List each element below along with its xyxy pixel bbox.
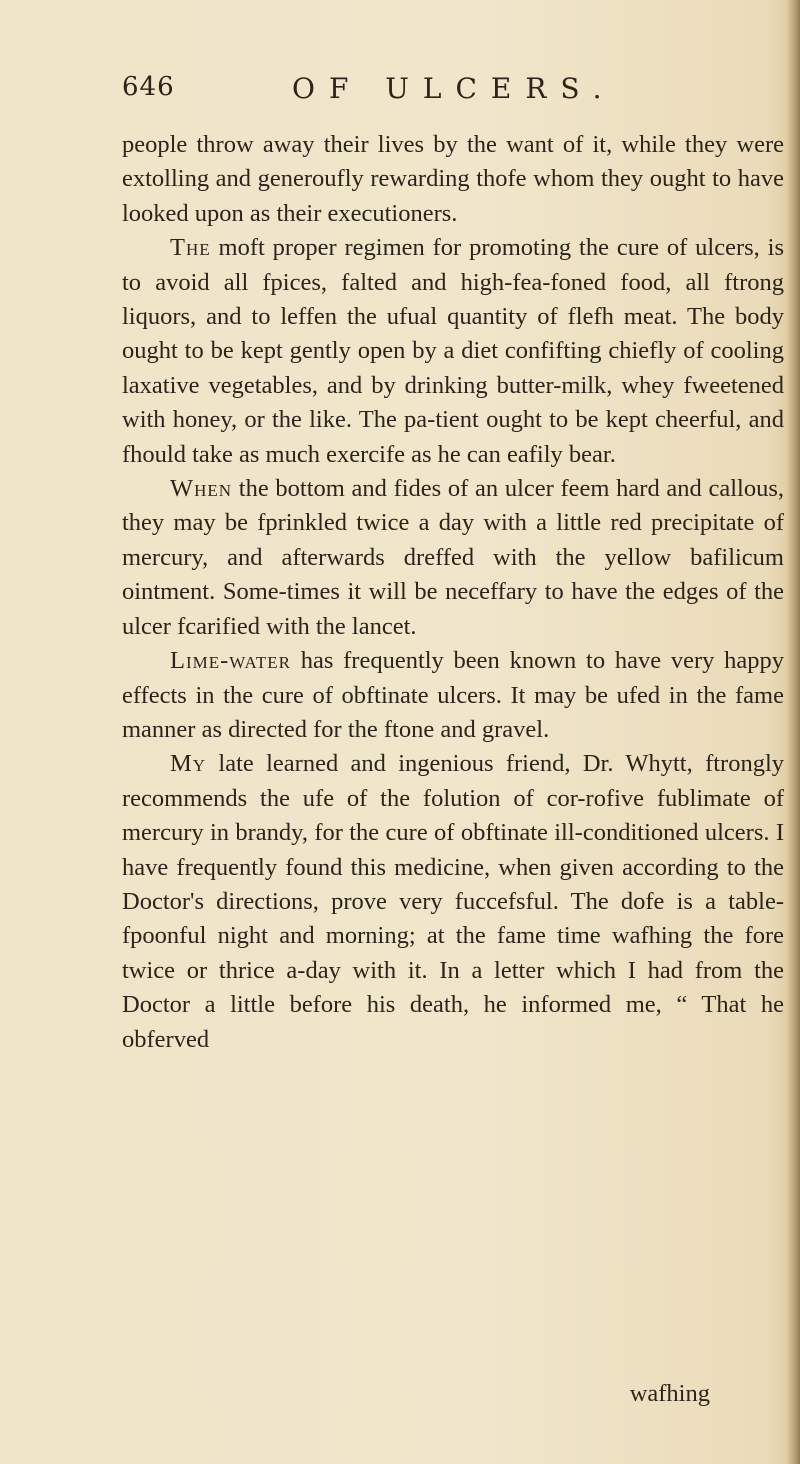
paragraph-text: people throw away their lives by the want of it, while they were extolling and generoufly rewarding thofe whom they ought to have looked upon as their executioners. bbox=[122, 131, 784, 227]
paragraph-continuation bbox=[122, 128, 784, 231]
paragraph-lead: Lime-water bbox=[170, 647, 291, 675]
page-edge-shadow bbox=[786, 0, 800, 1464]
running-head: OF ULCERS. bbox=[292, 72, 616, 105]
paragraph-text: the bottom and fides of an ulcer feem hard and callous, they may be fprinkled twice a day with a little red precipitate of mercury, and afterwards dreffed with the yellow bafilicum ointment. Some-times it will be neceffary to have the edges of the ulcer fcarified with the lancet. bbox=[122, 475, 784, 640]
page-number: 646 bbox=[122, 72, 175, 102]
page-header bbox=[122, 72, 722, 112]
body-text bbox=[122, 128, 784, 1057]
catchword: wafhing bbox=[629, 1380, 710, 1407]
paragraph-lead: My bbox=[170, 750, 207, 778]
paragraph-text: late learned and ingenious friend, Dr. Whytt, ftrongly recommends the ufe of the folution of cor-rofive fublimate of mercury in brandy, for the cure of obftinate ill-conditioned ulcers. I have frequently found this medicine, when given according to the Doctor's directions, prove very fuccefsful. The dofe is a table-fpoonful night and morning; at the fame time wafhing the fore twice or thrice a-day with it. In a letter which I had from the Doctor a little before his death, he informed me, “ That he obferved bbox=[122, 750, 784, 1053]
paragraph-lead: The bbox=[170, 234, 211, 262]
paragraph-regimen bbox=[122, 231, 784, 472]
paragraph-whytt bbox=[122, 747, 784, 1057]
paragraph-callous-ulcer bbox=[122, 472, 784, 644]
paragraph-text: moft proper regimen for promoting the cure of ulcers, is to avoid all fpices, falted and high-fea-foned food, all ftrong liquors, and to leffen the ufual quantity of flefh meat. The body ought to be kept gently open by a diet confifting chiefly of cooling laxative vegetables, and by drinking butter-milk, whey fweetened with honey, or the like. The pa-tient ought to be kept cheerful, and fhould take as much exercife as he can eafily bear. bbox=[122, 234, 784, 468]
paragraph-lead: When bbox=[170, 475, 233, 503]
paragraph-text: has frequently been known to have very happy effects in the cure of obftinate ulcers. It may be ufed in the fame manner as directed for the ftone and gravel. bbox=[122, 647, 784, 743]
paragraph-lime-water bbox=[122, 644, 784, 747]
